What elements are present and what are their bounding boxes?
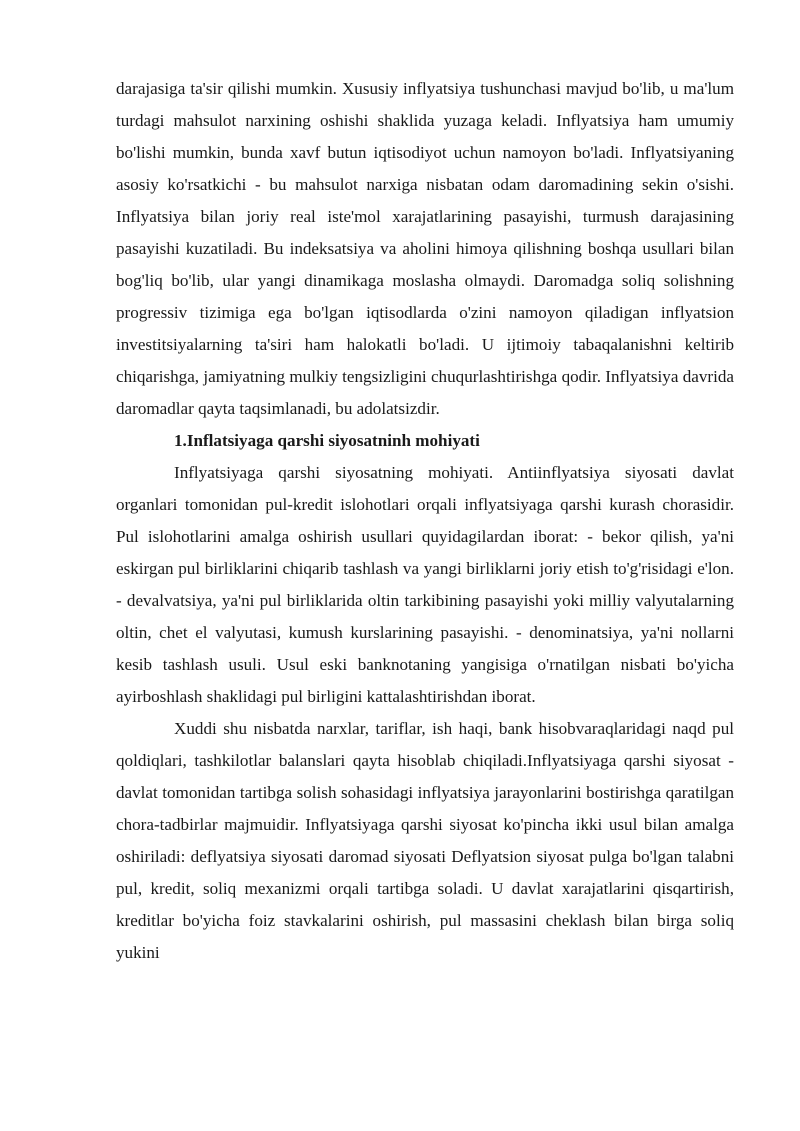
paragraph-antiinflation-policy: Xuddi shu nisbatda narxlar, tariflar, ish haqi, bank hisobvaraqlaridagi naqd pul qoldiqlari, tashkilotlar balanslari qayta hisoblab chiqiladi.Inflyatsiyaga qarshi siyosat - davlat tomonidan tartibga solish sohasidagi inflyatsiya jarayonlarini bostirishga qaratilgan chora-tadbirlar majmuidir. Inflyatsiyaga qarshi siyosat ko'pincha ikki usul bilan amalga oshiriladi: deflyatsiya siyosati daromad siyosati Deflyatsion siyosat pulga bo'lgan talabni pul, kredit, soliq mexanizmi orqali tartibga soladi. U davlat xarajatlarini qisqartirish, kreditlar bo'yicha foiz stavkalarini oshirish, pul massasini cheklash bilan birga soliq yukini xyxy=(116,719,734,962)
paragraph-antiinflation-essence: Inflyatsiyaga qarshi siyosatning mohiyati. Antiinflyatsiya siyosati davlat organlari tomonidan pul-kredit islohotlari orqali inflyatsiyaga qarshi kurash chorasidir. Pul islohotlarini amalga oshirish usullari quyidagilardan iborat: - bekor qilish, ya'ni eskirgan pul birliklarini chiqarib tashlash va yangi birliklarni joriy etish to'g'risidagi e'lon. - devalvatsiya, ya'ni pul birliklarida oltin tarkibining pasayishi yoki milliy valyutalarning oltin, chet el valyutasi, kumush kurslarining pasayishi. - denominatsiya, ya'ni nollarni kesib tashlash usuli. Usul eski banknotaning yangisiga o'rnatilgan nisbati bo'yicha ayirboshlash shaklidagi pul birligini kattalashtirishdan iborat. xyxy=(116,463,734,706)
document-page xyxy=(116,73,734,969)
paragraph-continuation: darajasiga ta'sir qilishi mumkin. Xususiy inflyatsiya tushunchasi mavjud bo'lib, u ma'lum turdagi mahsulot narxining oshishi shaklida yuzaga keladi. Inflyatsiya ham umumiy bo'lishi mumkin, bunda xavf butun iqtisodiyot uchun namoyon bo'ladi. Inflyatsiyaning asosiy ko'rsatkichi - bu mahsulot narxiga nisbatan odam daromadining sekin o'sishi. Inflyatsiya bilan joriy real iste'mol xarajatlarining pasayishi, turmush darajasining pasayishi kuzatiladi. Bu indeksatsiya va aholini himoya qilishning boshqa usullari bilan bog'liq bo'lib, ular yangi dinamikaga moslasha olmaydi. Daromadga soliq solishning progressiv tizimiga ega bo'lgan iqtisodlarda o'zini namoyon qiladigan inflyatsion investitsiyalarning ta'siri ham halokatli bo'ladi. U ijtimoiy tabaqalanishni keltirib chiqarishga, jamiyatning mulkiy tengsizligini chuqurlashtirishga qodir. Inflyatsiya davrida daromadlar qayta taqsimlanadi, bu adolatsizdir. xyxy=(116,79,734,418)
section-heading: 1.Inflatsiyaga qarshi siyosatninh mohiyati xyxy=(174,431,480,450)
